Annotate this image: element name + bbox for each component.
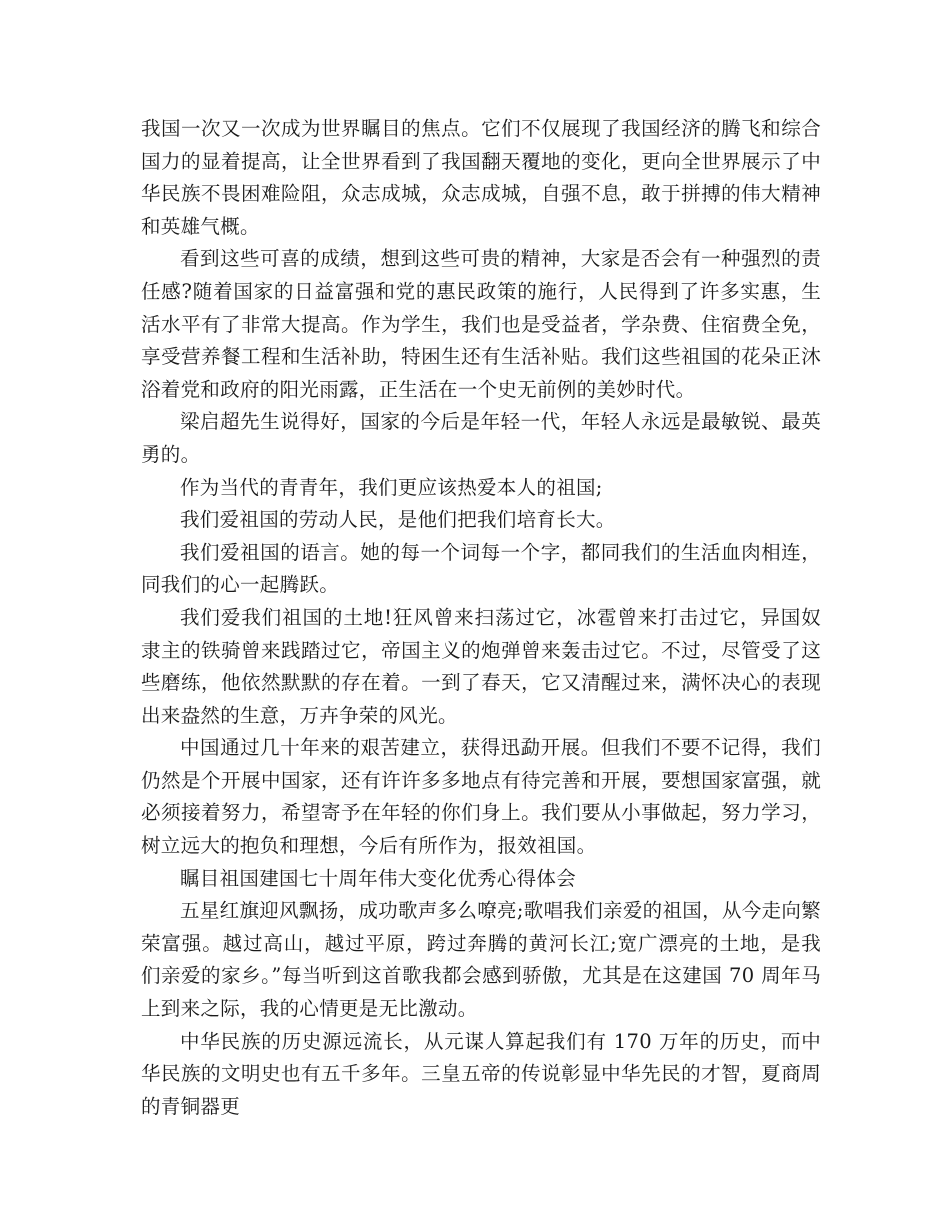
paragraph-9: 五星红旗迎风飘扬，成功歌声多么嘹亮;歌唱我们亲爱的祖国，从今走向繁荣富强。越过高山，越过平原，跨过奔腾的黄河长江;宽广漂亮的土地，是我们亲爱的家乡。”每当听到这首歌我都会感到骄傲，尤其是在这建国 70 周年马上到来之际，我的心情更是无比激动。 — [141, 899, 821, 1021]
paragraph-5: 我们爱祖国的劳动人民，是他们把我们培育长大。 — [180, 508, 616, 532]
paragraph-8: 中国通过几十年来的艰苦建立，获得迅勐开展。但我们不要不记得，我们仍然是个开展中国家，还有许许多多地点有待完善和开展，要想国家富强，就必须接着努力，希望寄予在年轻的你们身上。我们要从小事做起，努力学习，树立远大的抱负和理想，今后有所作为，报效祖国。 — [141, 736, 821, 858]
document-body — [141, 113, 821, 1123]
paragraph-7: 我们爱我们祖国的土地!狂风曾来扫荡过它，冰雹曾来打击过它，异国奴隶主的铁骑曾来践踏过它，帝国主义的炮弹曾来轰击过它。不过，尽管受了这些磨练，他依然默默的存在着。一到了春天，它又清醒过来，满怀决心的表现出来盎然的生意，万卉争荣的风光。 — [141, 605, 821, 727]
paragraph-3: 梁启超先生说得好，国家的今后是年轻一代，年轻人永远是最敏锐、最英勇的。 — [141, 410, 821, 466]
paragraph-6: 我们爱祖国的语言。她的每一个词每一个字，都同我们的生活血肉相连，同我们的心一起腾跃。 — [141, 540, 821, 597]
paragraph-10: 中华民族的历史源远流长，从元谋人算起我们有 170 万年的历史，而中华民族的文明史也有五千多年。三皇五帝的传说彰显中华先民的才智，夏商周的青铜器更 — [141, 1029, 821, 1118]
paragraph-4: 作为当代的青青年，我们更应该热爱本人的祖国; — [180, 475, 603, 499]
paragraph-2: 看到这些可喜的成绩，想到这些可贵的精神，大家是否会有一种强烈的责任感?随着国家的日益富强和党的惠民政策的施行，人民得到了许多实惠，生活水平有了非常大提高。作为学生，我们也是受益者，学杂费、住宿费全免，享受营养餐工程和生活补助，特困生还有生活补贴。我们这些祖国的花朵正沐浴着党和政府的阳光雨露，正生活在一个史无前例的美妙时代。 — [141, 247, 821, 401]
paragraph-1: 我国一次又一次成为世界瞩目的焦点。它们不仅展现了我国经济的腾飞和综合国力的显着提高，让全世界看到了我国翻天覆地的变化，更向全世界展示了中华民族不畏困难险阻，众志成城，众志成城，自强不息，敢于拼搏的伟大精神和英雄气概。 — [141, 117, 821, 238]
section-heading: 瞩目祖国建国七十周年伟大变化优秀心得体会 — [180, 866, 577, 890]
